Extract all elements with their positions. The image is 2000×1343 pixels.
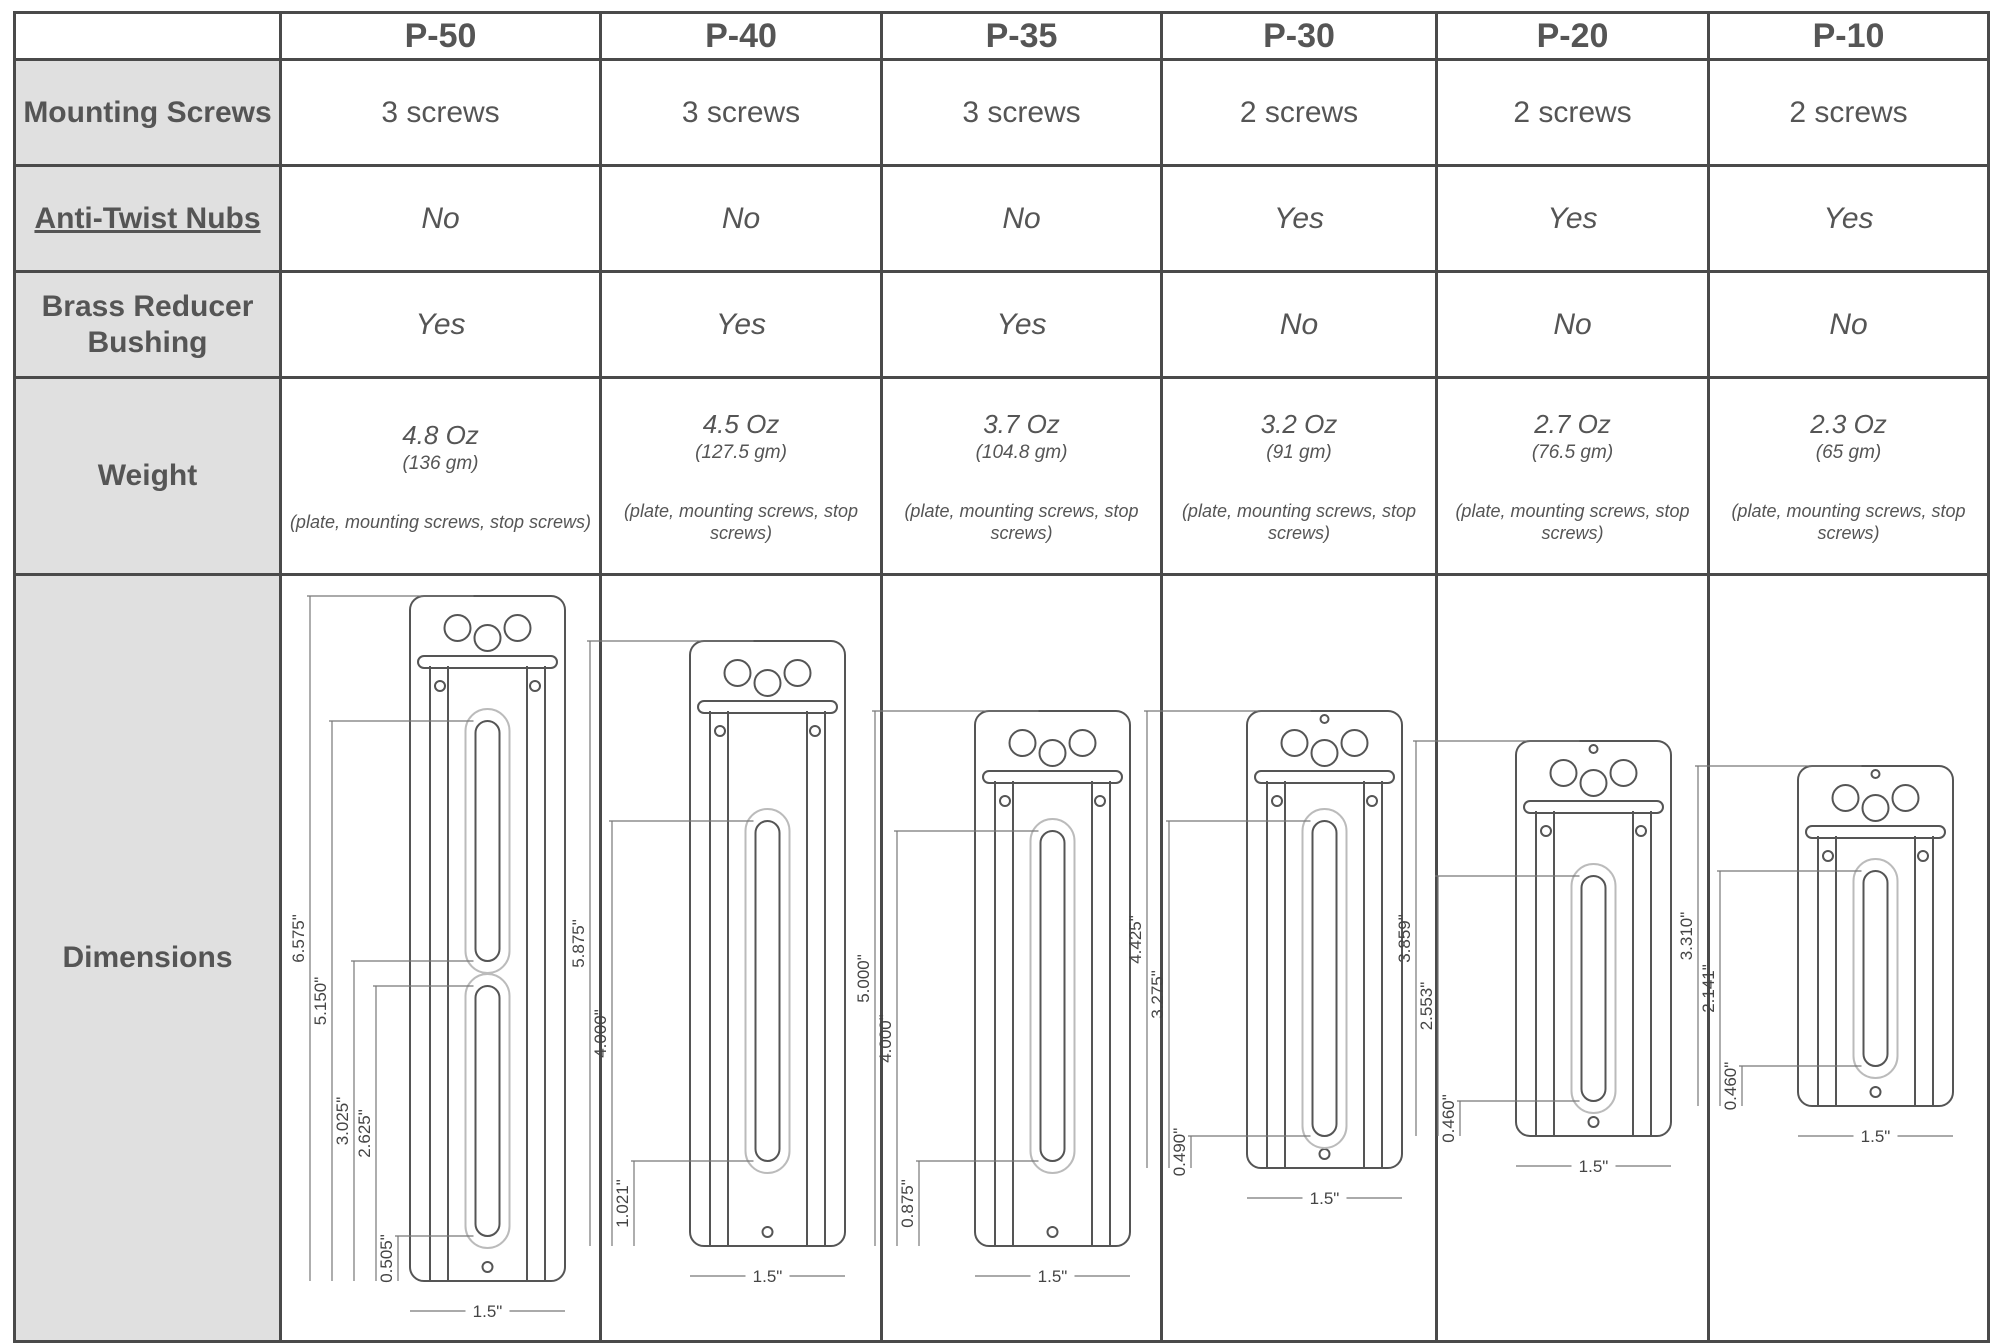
stop-screw-icon: [763, 1227, 773, 1237]
clamp-bar: [983, 771, 1122, 783]
dimension-label: 5.150": [311, 976, 330, 1026]
screw-hole-icon: [1312, 740, 1338, 766]
weight-note: (plate, mounting screws, stop screws): [289, 511, 592, 532]
screw-hole-icon: [1282, 730, 1308, 756]
table-cell: 3 screws: [601, 60, 882, 166]
slot: [756, 821, 780, 1161]
weight-gm: (91 gm): [1266, 441, 1332, 463]
stop-screw-icon: [1095, 796, 1105, 806]
screw-hole-icon: [1893, 785, 1919, 811]
plate-outline-group: [1798, 766, 1953, 1106]
plate-outline: [975, 711, 1130, 1246]
slot: [1313, 821, 1337, 1136]
plate-outline-group: [690, 641, 845, 1246]
table-row: [15, 60, 1989, 166]
stop-screw-icon: [1871, 1087, 1881, 1097]
clamp-bar: [698, 701, 837, 713]
dimension-drawing-cell: [854, 575, 1162, 1342]
table-cell: 2 screws: [1162, 60, 1437, 166]
stop-screw-icon: [715, 726, 725, 736]
plate-outline: [1798, 766, 1953, 1106]
dimension-drawing-cell: [281, 575, 601, 1342]
plate-drawing: [282, 576, 602, 1340]
table-cell: Yes: [601, 272, 882, 378]
dimension-drawing-cell: [1677, 575, 1989, 1342]
table-cell: 2 screws: [1709, 60, 1989, 166]
column-header: P-40: [601, 13, 882, 60]
width-label: 1.5": [472, 1302, 503, 1321]
weight-gm: (127.5 gm): [695, 441, 787, 463]
dimension-label: 2.553": [1417, 981, 1436, 1031]
column-header: P-20: [1437, 13, 1709, 60]
weight-note: (plate, mounting screws, stop screws): [1181, 500, 1417, 543]
table-cell: 2 screws: [1437, 60, 1709, 166]
slot: [1864, 871, 1888, 1066]
table-cell: No: [1709, 272, 1989, 378]
dimension-label: 3.275": [1148, 970, 1167, 1019]
slot-outline: [1572, 864, 1616, 1113]
stop-screw-icon: [1589, 1117, 1599, 1127]
nub-icon: [1590, 745, 1598, 753]
dimension-drawing-cell: [569, 575, 882, 1342]
stop-screw-icon: [810, 726, 820, 736]
table-cell: 3 screws: [882, 60, 1162, 166]
slot-outline: [746, 809, 790, 1173]
column-header: P-50: [281, 13, 601, 60]
plate-drawing: [1395, 576, 1710, 1340]
plate-outline: [690, 641, 845, 1246]
stop-screw-icon: [1367, 796, 1377, 806]
plate-outline-group: [410, 596, 565, 1281]
table-cell: Yes: [1162, 166, 1437, 272]
nub-icon: [1321, 715, 1329, 723]
plate-outline-group: [975, 711, 1130, 1246]
slot-outline: [1854, 859, 1898, 1078]
nub-icon: [1872, 770, 1880, 778]
stop-screw-icon: [1320, 1149, 1330, 1159]
weight-oz: 3.2 Oz: [1260, 408, 1338, 439]
screw-hole-icon: [1863, 795, 1889, 821]
clamp-bar: [1524, 801, 1663, 813]
stop-screw-icon: [483, 1262, 493, 1272]
table-cell: No: [281, 166, 601, 272]
column-header: P-30: [1162, 13, 1437, 60]
width-label: 1.5": [1578, 1157, 1609, 1176]
dimension-label: 5.875": [569, 919, 588, 968]
dimension-label: 3.310": [1677, 911, 1696, 961]
table-cell: Yes: [882, 272, 1162, 378]
slot-outline: [1303, 809, 1347, 1148]
table-row: [15, 272, 1989, 378]
weight-cell: [281, 378, 601, 575]
weight-cell: [601, 378, 882, 575]
slot-outline: [466, 974, 510, 1248]
screw-hole-icon: [1040, 740, 1066, 766]
weight-gm: (76.5 gm): [1531, 441, 1614, 463]
weight-cell: [1162, 378, 1437, 575]
weight-note: (plate, mounting screws, stop screws): [1731, 500, 1966, 543]
dimension-label: 4.000": [876, 1014, 895, 1063]
weight-oz: 3.7 Oz: [983, 408, 1060, 439]
row-header-weight: Weight: [15, 378, 281, 575]
dimension-drawing-cell: [1395, 575, 1709, 1342]
screw-hole-icon: [475, 625, 501, 651]
slot: [476, 986, 500, 1236]
table-cell: No: [1437, 272, 1709, 378]
plate-drawing: [569, 576, 883, 1340]
stop-screw-icon: [1272, 796, 1282, 806]
row-header-dimensions: Dimensions: [15, 575, 281, 1342]
dimension-label: 2.625": [355, 1109, 374, 1158]
table-cell: No: [1162, 272, 1437, 378]
row-header-brass-reducer-bushing: Brass Reducer Bushing: [15, 272, 281, 378]
plate-drawing: [1677, 576, 1990, 1340]
stop-screw-icon: [1048, 1227, 1058, 1237]
dimension-label: 0.875": [898, 1179, 917, 1228]
stop-screw-icon: [1541, 826, 1551, 836]
screw-hole-icon: [1010, 730, 1036, 756]
stop-screw-icon: [1000, 796, 1010, 806]
weight-oz: 2.7 Oz: [1534, 408, 1611, 439]
stop-screw-icon: [1823, 851, 1833, 861]
weight-gm: (65 gm): [1815, 441, 1882, 463]
table-row: [15, 575, 1989, 1342]
plate-outline: [1247, 711, 1402, 1168]
dimension-label: 2.141": [1699, 964, 1718, 1013]
table-row: [15, 378, 1989, 575]
stop-screw-icon: [1918, 851, 1928, 861]
dimension-label: 4.000": [591, 1009, 610, 1058]
table-cell: Yes: [281, 272, 601, 378]
dimension-label: 0.460": [1439, 1094, 1458, 1143]
stop-screw-icon: [530, 681, 540, 691]
weight-gm: (104.8 gm): [975, 441, 1068, 463]
screw-hole-icon: [1611, 760, 1637, 786]
column-header: P-10: [1709, 13, 1989, 60]
screw-hole-icon: [1551, 760, 1577, 786]
slot: [476, 721, 500, 961]
weight-cell: [1437, 378, 1709, 575]
table-cell: 3 screws: [281, 60, 601, 166]
dimension-label: 1.021": [613, 1179, 632, 1228]
dimension-label: 0.490": [1170, 1127, 1189, 1177]
table-row: [15, 166, 1989, 272]
plate-drawing: [854, 576, 1163, 1340]
weight-note: (plate, mounting screws, stop screws): [1455, 500, 1690, 543]
clamp-bar: [418, 656, 557, 668]
dimension-label: 5.000": [854, 954, 873, 1003]
slot: [1041, 831, 1065, 1161]
slot-outline: [466, 709, 510, 973]
screw-hole-icon: [1342, 730, 1368, 756]
row-header-mounting-screws: Mounting Screws: [15, 60, 281, 166]
dimension-label: 4.425": [1126, 915, 1145, 964]
screw-hole-icon: [755, 670, 781, 696]
weight-cell: [1709, 378, 1989, 575]
dimension-label: 3.859": [1395, 914, 1414, 963]
comparison-table: [13, 11, 1990, 1343]
clamp-bar: [1806, 826, 1945, 838]
screw-hole-icon: [445, 615, 471, 641]
corner-cell: [15, 13, 281, 60]
weight-oz: 4.8 Oz: [402, 419, 479, 450]
weight-oz: 4.5 Oz: [702, 408, 780, 439]
column-header: P-35: [882, 13, 1162, 60]
screw-hole-icon: [1070, 730, 1096, 756]
stop-screw-icon: [435, 681, 445, 691]
width-label: 1.5": [1860, 1127, 1891, 1146]
plate-outline-group: [1247, 711, 1402, 1168]
screw-hole-icon: [505, 615, 531, 641]
weight-note: (plate, mounting screws, stop screws): [904, 500, 1139, 543]
weight-cell: [882, 378, 1162, 575]
width-label: 1.5": [1309, 1189, 1340, 1208]
screw-hole-icon: [1833, 785, 1859, 811]
stop-screw-icon: [1636, 826, 1646, 836]
weight-oz: 2.3 Oz: [1810, 408, 1887, 439]
table-cell: No: [601, 166, 882, 272]
slot-outline: [1031, 819, 1075, 1173]
slot: [1582, 876, 1606, 1101]
dimension-label: 6.575": [289, 914, 308, 963]
screw-hole-icon: [725, 660, 751, 686]
table-cell: Yes: [1437, 166, 1709, 272]
width-label: 1.5": [752, 1267, 783, 1286]
screw-hole-icon: [785, 660, 811, 686]
header-row: [15, 13, 1989, 60]
plate-outline: [410, 596, 565, 1281]
plate-outline-group: [1516, 741, 1671, 1136]
table-cell: Yes: [1709, 166, 1989, 272]
dimension-label: 0.460": [1721, 1061, 1740, 1111]
table-cell: No: [882, 166, 1162, 272]
clamp-bar: [1255, 771, 1394, 783]
weight-note: (plate, mounting screws, stop screws): [623, 500, 859, 543]
width-label: 1.5": [1037, 1267, 1068, 1286]
dimension-label: 3.025": [333, 1096, 352, 1146]
dimension-label: 0.505": [377, 1234, 396, 1283]
anti-twist-link-text[interactable]: Anti-Twist Nubs: [34, 201, 261, 235]
weight-gm: (136 gm): [402, 452, 479, 474]
row-header-anti-twist-nubs-link[interactable]: [15, 166, 281, 272]
screw-hole-icon: [1581, 770, 1607, 796]
